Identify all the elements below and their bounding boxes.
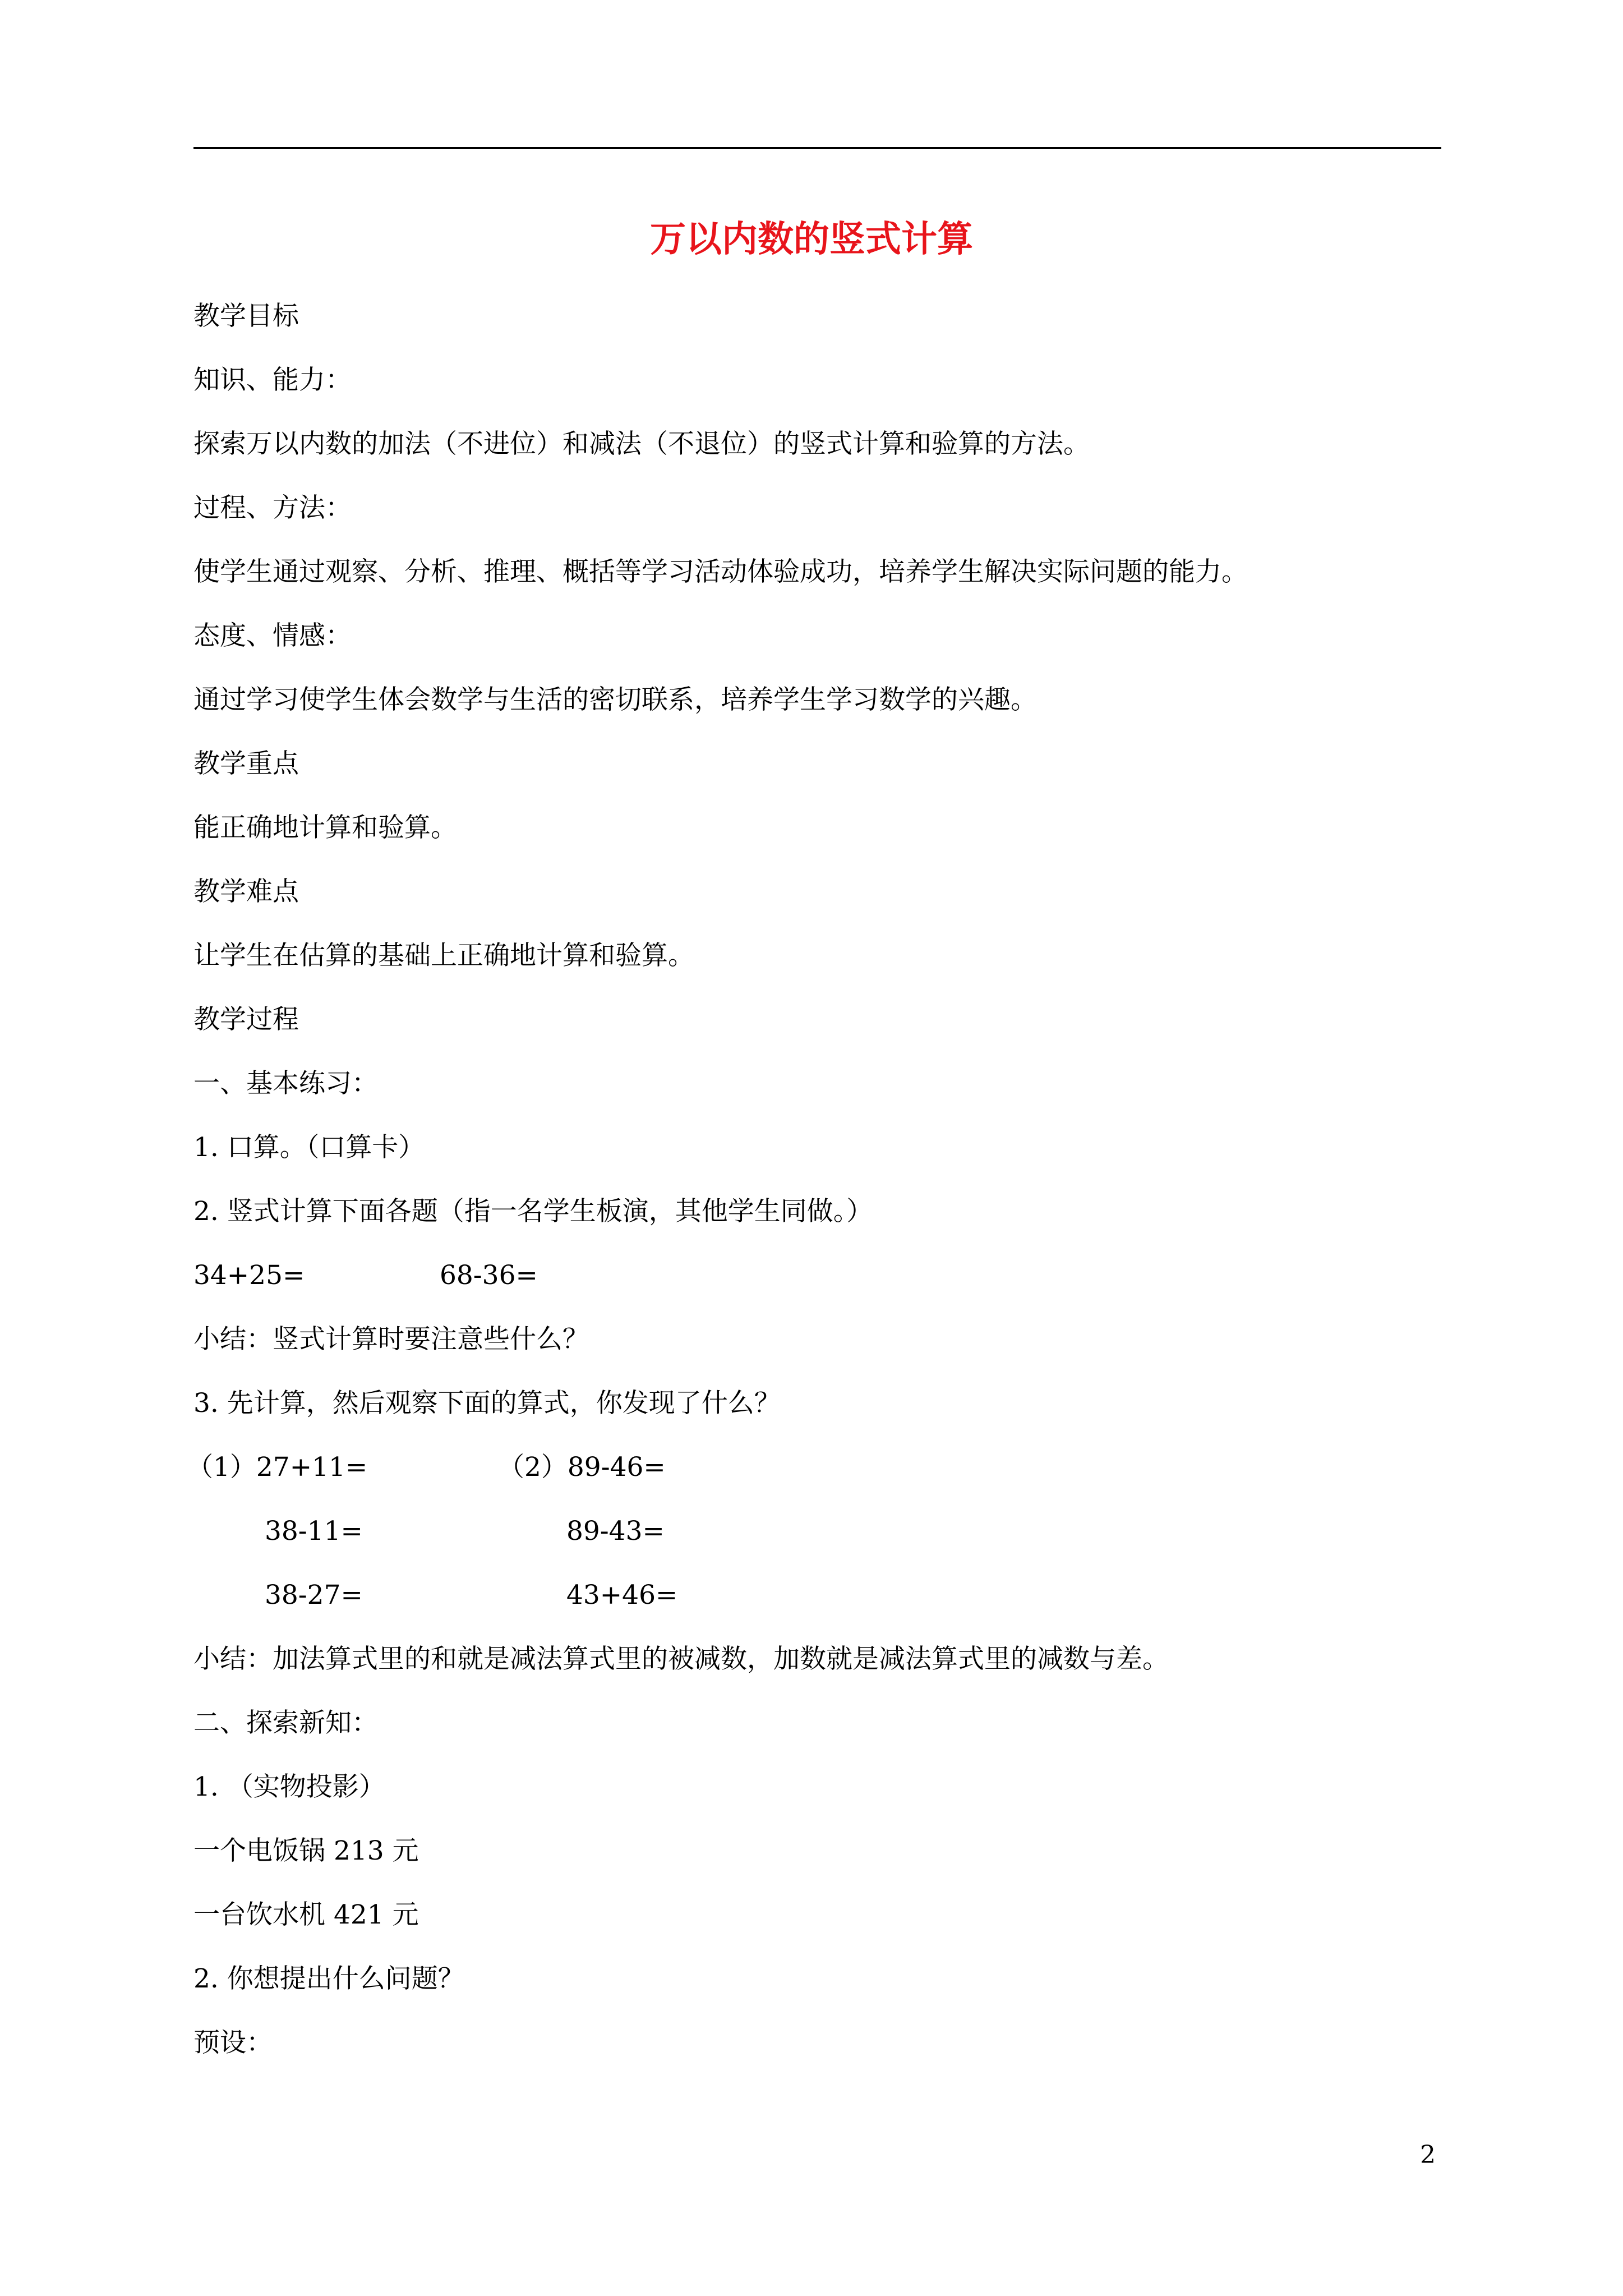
summary-1: 小结：竖式计算时要注意些什么？ — [193, 1324, 589, 1355]
paragraph-knowledge: 探索万以内数的加法（不进位）和减法（不退位）的竖式计算和验算的方法。 — [193, 429, 1090, 459]
heading-difficulty: 教学难点 — [193, 876, 299, 907]
section-basic-practice: 一、基本练习： — [193, 1068, 378, 1099]
paragraph-key-point: 能正确地计算和验算。 — [193, 812, 457, 843]
item-observe: 3. 先计算，然后观察下面的算式，你发现了什么？ — [193, 1388, 781, 1419]
item-projection: 1. （实物投影） — [193, 1772, 385, 1802]
group1-row3: 38-27= — [265, 1580, 363, 1611]
subheading-process: 过程、方法： — [193, 493, 352, 523]
summary-2: 小结：加法算式里的和就是减法算式里的被减数，加数就是减法算式里的减数与差。 — [193, 1644, 1169, 1674]
paragraph-difficulty: 让学生在估算的基础上正确地计算和验算。 — [193, 940, 694, 971]
item-rice-cooker: 一个电饭锅 213 元 — [193, 1835, 419, 1866]
subheading-attitude: 态度、情感： — [193, 620, 352, 651]
paragraph-attitude: 通过学习使学生体会数学与生活的密切联系，培养学生学习数学的兴趣。 — [193, 684, 1037, 715]
document-title: 万以内数的竖式计算 — [650, 218, 973, 260]
heading-key-point: 教学重点 — [193, 748, 299, 779]
group2-row3: 43+46= — [566, 1580, 678, 1611]
paragraph-process: 使学生通过观察、分析、推理、概括等学习活动体验成功，培养学生解决实际问题的能力。 — [193, 556, 1248, 587]
item-question: 2. 你想提出什么问题？ — [193, 1963, 464, 1994]
group1-row1: （1）27+11= — [187, 1452, 368, 1483]
heading-teaching-process: 教学过程 — [193, 1004, 299, 1035]
header-rule — [193, 147, 1441, 149]
item-oral-calc: 1. 口算。（口算卡） — [193, 1132, 425, 1163]
exercise-right: 68-36= — [440, 1260, 538, 1291]
page-number: 2 — [1420, 2141, 1436, 2169]
item-preset: 预设： — [193, 2027, 273, 2058]
exercise-left: 34+25= — [193, 1260, 305, 1291]
group1-row2: 38-11= — [265, 1516, 363, 1547]
group2-row2: 89-43= — [566, 1516, 665, 1547]
heading-teaching-goals: 教学目标 — [193, 301, 299, 332]
item-water-dispenser: 一台饮水机 421 元 — [193, 1899, 419, 1930]
subheading-knowledge: 知识、能力： — [193, 365, 352, 395]
section-explore: 二、探索新知： — [193, 1708, 378, 1738]
group2-row1: （2）89-46= — [498, 1452, 666, 1483]
item-vertical-calc: 2. 竖式计算下面各题（指一名学生板演，其他学生同做。） — [193, 1196, 873, 1227]
